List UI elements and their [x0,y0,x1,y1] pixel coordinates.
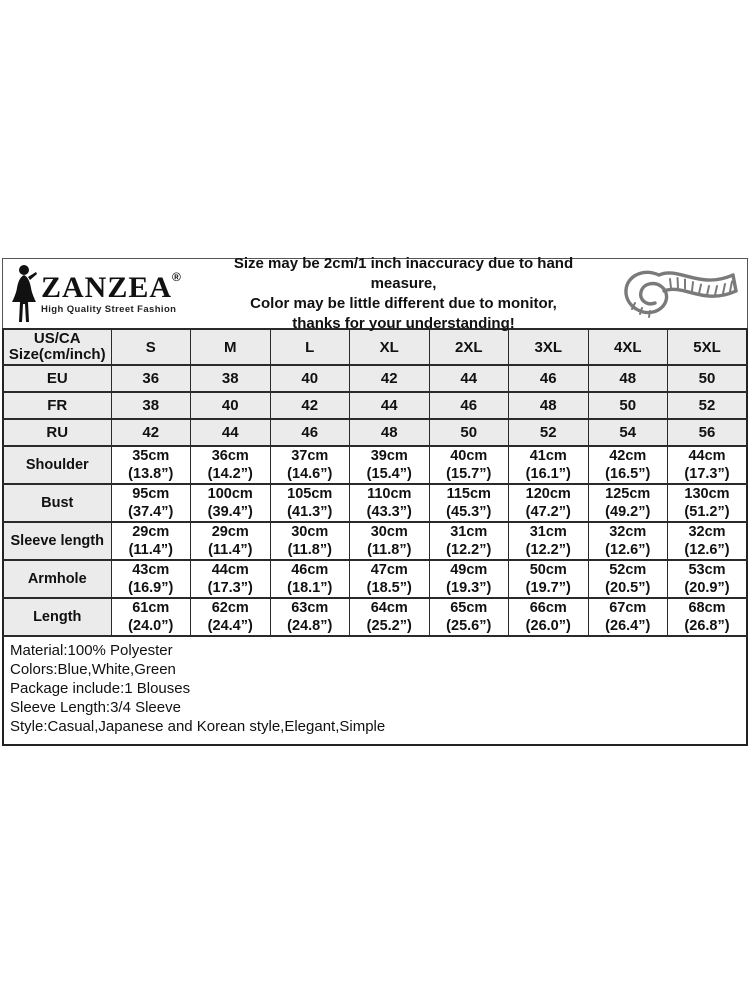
region-cell: 56 [668,419,748,446]
inch-value: (12.2”) [525,542,571,558]
region-cell: 38 [191,365,271,392]
inch-value: (14.2”) [207,466,253,482]
disclaimer-text [198,254,609,334]
measure-cell [111,522,191,560]
measure-cell [509,522,589,560]
region-cell: 36 [111,365,191,392]
region-cell: 42 [111,419,191,446]
inch-value: (13.8”) [128,466,174,482]
cm-value: 120cm [525,486,571,502]
cm-value: 61cm [132,600,170,616]
measure-cell [429,522,509,560]
size-col-header: 2XL [429,329,509,365]
note-colors: Colors:Blue,White,Green [10,661,176,678]
inch-value: (26.0”) [525,618,571,634]
cm-value: 31cm [529,524,567,540]
cm-value: 125cm [605,486,651,502]
region-cell: 40 [191,392,271,419]
region-cell: 52 [668,392,748,419]
measure-cell [111,598,191,636]
note-package: Package include:1 Blouses [10,680,191,697]
region-cell: 42 [350,365,430,392]
measure-cell [270,560,350,598]
measure-row-bust [3,484,747,522]
inch-value: (45.3”) [446,504,492,520]
inch-value: (24.8”) [287,618,333,634]
cm-value: 53cm [688,562,726,578]
region-row-eu [3,365,747,392]
size-col-header: 3XL [509,329,589,365]
region-cell: 48 [350,419,430,446]
region-cell: 44 [429,365,509,392]
measure-cell [668,484,748,522]
inch-value: (41.3”) [287,504,333,520]
cm-value: 47cm [370,562,408,578]
cm-value: 40cm [450,448,488,464]
measure-cell [509,446,589,484]
inch-value: (24.0”) [128,618,174,634]
region-row-label: RU [3,419,111,446]
inch-value: (11.8”) [287,542,332,558]
cm-value: 43cm [132,562,170,578]
corner-header-text [4,331,111,363]
size-chart-sheet [2,254,748,746]
size-col-header: S [111,329,191,365]
disclaimer-line-3: thanks for your understanding! [292,314,515,332]
inch-value: (12.2”) [446,542,492,558]
corner-line-1: US/CA [33,330,81,347]
registered-mark: ® [172,269,182,284]
measure-cell [191,560,271,598]
measure-cell [429,560,509,598]
inch-value: (25.6”) [446,618,492,634]
inch-value: (15.4”) [366,466,412,482]
measure-cell [509,598,589,636]
measure-cell [588,522,668,560]
measure-cell [350,522,430,560]
disclaimer-line-1: Size may be 2cm/1 inch inaccuracy due to hand measure, [233,254,574,292]
inch-value: (11.4”) [128,542,173,558]
measure-cell [111,446,191,484]
measure-cell [588,598,668,636]
region-cell: 48 [509,392,589,419]
measure-row-label: Bust [3,484,111,522]
inch-value: (20.9”) [684,580,730,596]
cm-value: 52cm [609,562,647,578]
measure-cell [191,484,271,522]
region-cell: 50 [668,365,748,392]
cm-value: 44cm [211,562,249,578]
cm-value: 64cm [370,600,408,616]
product-notes [2,637,748,746]
region-cell: 38 [111,392,191,419]
region-cell: 50 [588,392,668,419]
cm-value: 49cm [450,562,488,578]
measure-cell [270,598,350,636]
measure-cell [509,484,589,522]
region-cell: 48 [588,365,668,392]
size-col-header: 4XL [588,329,668,365]
note-style: Style:Casual,Japanese and Korean style,Elegant,Simple [10,718,386,735]
measure-cell [350,598,430,636]
size-col-header: 5XL [668,329,748,365]
region-cell: 46 [270,419,350,446]
region-cell: 44 [350,392,430,419]
inch-value: (18.1”) [287,580,333,596]
measure-cell [350,560,430,598]
brand-wordmark: ZANZEA [41,270,173,304]
measure-cell [191,522,271,560]
inch-value: (17.3”) [207,580,253,596]
note-material: Material:100% Polyester [10,642,173,659]
measure-row-length [3,598,747,636]
woman-silhouette-icon [9,263,39,325]
cm-value: 44cm [688,448,726,464]
region-cell: 46 [509,365,589,392]
inch-value: (11.4”) [208,542,253,558]
brand-text [41,269,182,315]
corner-line-2: Size(cm/inch) [8,346,106,363]
cm-value: 110cm [367,486,412,502]
inch-value: (26.4”) [605,618,651,634]
region-cell: 46 [429,392,509,419]
measure-cell [270,446,350,484]
inch-value: (25.2”) [366,618,412,634]
inch-value: (14.6”) [287,466,333,482]
cm-value: 115cm [446,486,491,502]
size-chart-table [2,328,748,637]
cm-value: 130cm [684,486,730,502]
cm-value: 39cm [370,448,408,464]
cm-value: 95cm [132,486,170,502]
inch-value: (11.8”) [367,542,412,558]
measure-row-label: Shoulder [3,446,111,484]
region-cell: 50 [429,419,509,446]
cm-value: 63cm [291,600,329,616]
cm-value: 62cm [211,600,249,616]
corner-header-cell [3,329,111,365]
note-sleeve-length: Sleeve Length:3/4 Sleeve [10,699,181,716]
measure-cell [429,446,509,484]
cm-value: 67cm [609,600,647,616]
inch-value: (26.8”) [684,618,730,634]
size-col-header: M [191,329,271,365]
inch-value: (12.6”) [684,542,730,558]
measure-cell [588,446,668,484]
measure-cell [191,446,271,484]
measure-cell [668,560,748,598]
cm-value: 42cm [609,448,647,464]
inch-value: (51.2”) [684,504,730,520]
inch-value: (24.4”) [207,618,253,634]
measure-cell [588,484,668,522]
measure-cell [668,522,748,560]
region-cell: 44 [191,419,271,446]
measure-cell [111,560,191,598]
size-col-header: L [270,329,350,365]
measure-row-label: Length [3,598,111,636]
measure-row-label: Armhole [3,560,111,598]
inch-value: (19.3”) [446,580,492,596]
measure-row-sleeve-length [3,522,747,560]
inch-value: (17.3”) [684,466,730,482]
cm-value: 66cm [529,600,567,616]
measure-cell [270,484,350,522]
measure-row-shoulder [3,446,747,484]
measure-cell [588,560,668,598]
region-row-label: FR [3,392,111,419]
cm-value: 50cm [529,562,567,578]
brand-name [41,269,182,304]
region-cell: 42 [270,392,350,419]
cm-value: 30cm [291,524,329,540]
brand-logo [3,263,198,325]
inch-value: (49.2”) [605,504,651,520]
cm-value: 68cm [688,600,726,616]
measure-cell [668,598,748,636]
cm-value: 46cm [291,562,329,578]
inch-value: (16.9”) [128,580,174,596]
inch-value: (15.7”) [446,466,492,482]
region-cell: 40 [270,365,350,392]
cm-value: 31cm [450,524,488,540]
inch-value: (43.3”) [366,504,412,520]
size-header-row [3,329,747,365]
region-row-ru [3,419,747,446]
cm-value: 41cm [529,448,567,464]
measure-row-armhole [3,560,747,598]
cm-value: 30cm [370,524,408,540]
inch-value: (16.5”) [605,466,651,482]
brand-tagline: High Quality Street Fashion [41,303,177,315]
measure-cell [270,522,350,560]
inch-value: (20.5”) [605,580,651,596]
measure-cell [429,598,509,636]
cm-value: 32cm [609,524,647,540]
measure-cell [111,484,191,522]
region-cell: 54 [588,419,668,446]
size-col-header: XL [350,329,430,365]
cm-value: 36cm [211,448,249,464]
inch-value: (37.4”) [128,504,174,520]
inch-value: (12.6”) [605,542,651,558]
measure-cell [191,598,271,636]
cm-value: 65cm [450,600,488,616]
cm-value: 35cm [132,448,170,464]
inch-value: (39.4”) [207,504,253,520]
inch-value: (18.5”) [366,580,412,596]
region-row-label: EU [3,365,111,392]
inch-value: (47.2”) [525,504,571,520]
measure-cell [350,484,430,522]
measure-cell [350,446,430,484]
tape-measure-icon [609,262,747,326]
measure-cell [668,446,748,484]
disclaimer-line-2: Color may be little different due to monitor, [250,294,557,312]
inch-value: (19.7”) [525,580,571,596]
region-cell: 52 [509,419,589,446]
measure-row-label: Sleeve length [3,522,111,560]
measure-cell [509,560,589,598]
measure-cell [429,484,509,522]
cm-value: 29cm [211,524,249,540]
cm-value: 37cm [291,448,329,464]
region-row-fr [3,392,747,419]
inch-value: (16.1”) [525,466,571,482]
cm-value: 29cm [132,524,170,540]
cm-value: 32cm [688,524,726,540]
cm-value: 100cm [207,486,253,502]
cm-value: 105cm [287,486,333,502]
header-band [2,254,748,332]
